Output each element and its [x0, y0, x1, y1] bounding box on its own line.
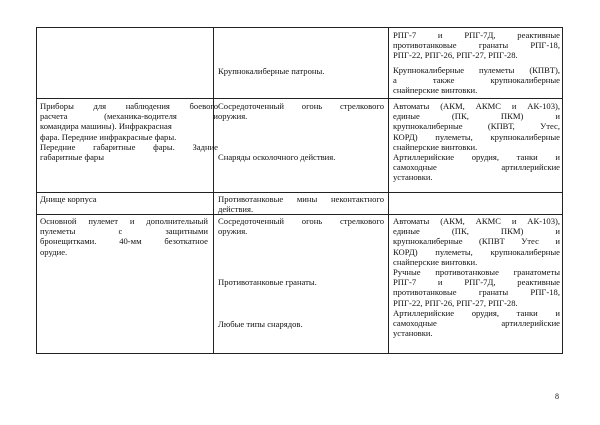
cell-r3-c2: Сосредоточенный огонь стрелкового оружия. Противотанковые гранаты. Любые типы снарядов.: [218, 216, 384, 329]
row-divider: [37, 192, 562, 193]
cell-r1-c2: Сосредоточенный огонь стрелкового оружия. Снаряды осколочного действия.: [218, 101, 384, 163]
cell-r3-c3: Автоматы (АКМ, АКМС и АК-103), единые (ПК, ПКМ) и крупнокалиберные (КПВТ Утес и КОРД) пулеметы, крупнокалиберные снайперские винтовки. Ручные противотанковые гранатометы РПГ-7 и РПГ-7Д, реактивные противотанковые гранаты РПГ-18, РПГ-22, РПГ-26, РПГ-27, РПГ-28. Артиллерийские орудия, танки и самоходные артиллерийские установки.: [393, 216, 560, 339]
column-divider: [213, 28, 214, 353]
cell-r2-c2: Противотанковые мины неконтактного действия.: [218, 194, 384, 215]
cell-r0-c2: Крупнокалиберные патроны.: [218, 66, 325, 76]
column-divider: [388, 28, 389, 353]
threat-table: [36, 27, 563, 354]
page-number: 8: [555, 392, 559, 401]
cell-r0-c3: РПГ-7 и РПГ-7Д, реактивные противотанковые гранаты РПГ-18, РПГ-22, РПГ-26, РПГ-27, РПГ-28. Крупнокалиберные пулеметы (КПВТ), а также крупнокалиберные снайперские винтовки.: [393, 30, 560, 96]
row-divider: [37, 98, 562, 99]
cell-r2-c1: Днище корпуса: [40, 194, 97, 204]
cell-r3-c1: Основной пулемет и дополнительный пулеметы с защитными бронещитками. 40-мм безоткатное орудие.: [40, 216, 208, 257]
cell-r1-c1: Приборы для наблюдения боевого расчета (механика-водителя и командира машины). Инфракрасная фара. Передние инфракрасные фары. Передние габаритные фары. Задние габаритные фары: [40, 101, 218, 163]
cell-r1-c3: Автоматы (АКМ, АКМС и АК-103), единые (ПК, ПКМ) и крупнокалиберные (КПВТ, Утес, КОРД) пулеметы, крупнокалиберные снайперские винтовки. Артиллерийские орудия, танки и самоходные артиллерийские установки.: [393, 101, 560, 183]
